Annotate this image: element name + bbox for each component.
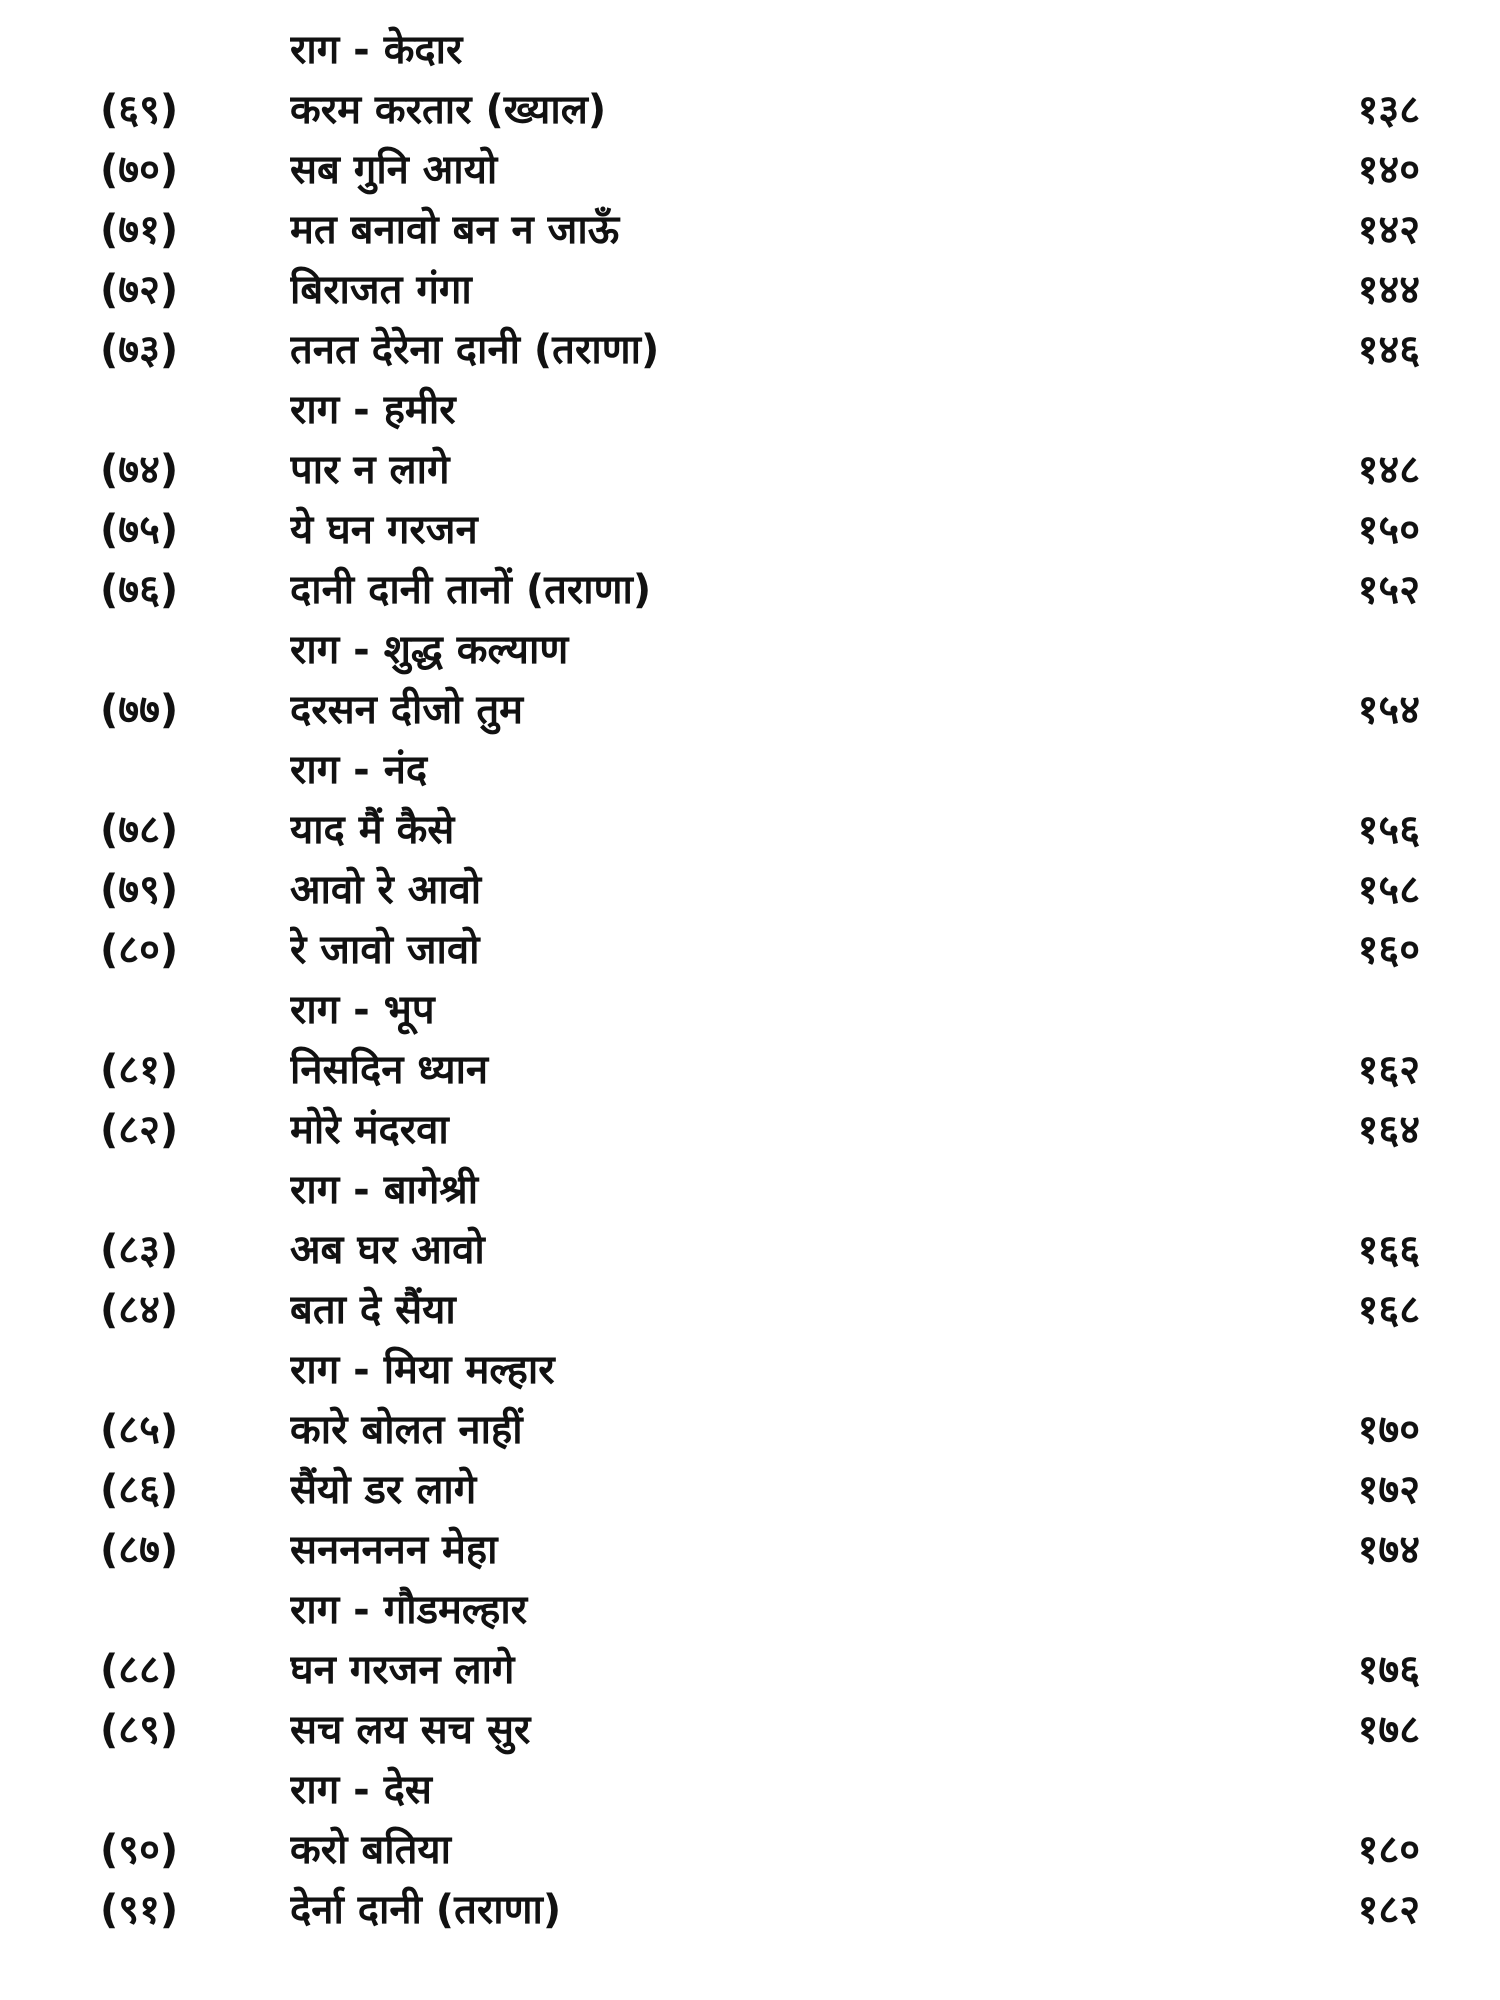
entry-number: (७१) xyxy=(100,207,179,253)
entry-number: (९१) xyxy=(100,1887,179,1933)
raga-heading xyxy=(0,740,1500,800)
toc-entry xyxy=(0,920,1500,980)
entry-title: आवो रे आवो xyxy=(290,867,482,913)
entry-page: १४८ xyxy=(1357,447,1420,493)
toc-entry xyxy=(0,1280,1500,1340)
entry-page: १६० xyxy=(1357,927,1420,973)
toc-entry xyxy=(0,1880,1500,1940)
entry-title: घन गरजन लागे xyxy=(290,1647,515,1693)
entry-title: मोरे मंदरवा xyxy=(290,1107,449,1153)
toc-entry xyxy=(0,1100,1500,1160)
toc-entry xyxy=(0,1460,1500,1520)
entry-number: (७७) xyxy=(100,687,179,733)
entry-title: मत बनावो बन न जाऊँ xyxy=(290,207,620,253)
raga-heading xyxy=(0,380,1500,440)
toc-entry xyxy=(0,320,1500,380)
entry-page: १७८ xyxy=(1357,1707,1420,1753)
entry-number: (७०) xyxy=(100,147,179,193)
entry-number: (९०) xyxy=(100,1827,179,1873)
toc-entry xyxy=(0,1820,1500,1880)
entry-number: (८४) xyxy=(100,1287,179,1333)
entry-number: (७८) xyxy=(100,807,179,853)
entry-title: दानी दानी तानों (तराणा) xyxy=(290,567,652,613)
raga-heading-text: राग - केदार xyxy=(290,27,463,73)
entry-page: १७० xyxy=(1357,1407,1420,1453)
entry-number: (८२) xyxy=(100,1107,179,1153)
entry-page: १४० xyxy=(1357,147,1420,193)
toc-entry xyxy=(0,1640,1500,1700)
toc-entry xyxy=(0,560,1500,620)
entry-number: (७४) xyxy=(100,447,179,493)
entry-page: १५६ xyxy=(1357,807,1420,853)
toc-entry xyxy=(0,1400,1500,1460)
entry-page: १३८ xyxy=(1357,87,1420,133)
entry-page: १६८ xyxy=(1357,1287,1420,1333)
entry-number: (८१) xyxy=(100,1047,179,1093)
entry-number: (७२) xyxy=(100,267,179,313)
raga-heading-text: राग - देस xyxy=(290,1767,432,1813)
entry-title: बिराजत गंगा xyxy=(290,267,472,313)
entry-number: (८५) xyxy=(100,1407,179,1453)
entry-page: १७२ xyxy=(1357,1467,1420,1513)
table-of-contents xyxy=(0,20,1500,1940)
toc-entry xyxy=(0,1700,1500,1760)
entry-page: १५४ xyxy=(1357,687,1420,733)
raga-heading xyxy=(0,620,1500,680)
entry-number: (८३) xyxy=(100,1227,179,1273)
toc-entry xyxy=(0,260,1500,320)
entry-page: १५२ xyxy=(1357,567,1420,613)
entry-title: सब गुनि आयो xyxy=(290,147,498,193)
entry-title: याद मैं कैसे xyxy=(290,807,455,853)
entry-number: (८७) xyxy=(100,1527,179,1573)
entry-number: (८८) xyxy=(100,1647,179,1693)
raga-heading xyxy=(0,1340,1500,1400)
entry-title: देर्ना दानी (तराणा) xyxy=(290,1887,562,1933)
entry-page: १५८ xyxy=(1357,867,1420,913)
entry-title: अब घर आवो xyxy=(290,1227,485,1273)
raga-heading xyxy=(0,980,1500,1040)
entry-number: (६९) xyxy=(100,87,179,133)
entry-title: ये घन गरजन xyxy=(290,507,478,553)
entry-page: १४२ xyxy=(1357,207,1420,253)
entry-title: करो बतिया xyxy=(290,1827,451,1873)
toc-entry xyxy=(0,500,1500,560)
entry-page: १४४ xyxy=(1357,267,1420,313)
toc-entry xyxy=(0,1220,1500,1280)
entry-number: (७३) xyxy=(100,327,179,373)
entry-number: (८९) xyxy=(100,1707,179,1753)
entry-number: (८०) xyxy=(100,927,179,973)
toc-entry xyxy=(0,140,1500,200)
raga-heading-text: राग - बागेश्री xyxy=(290,1167,479,1213)
raga-heading-text: राग - नंद xyxy=(290,747,428,793)
raga-heading-text: राग - गौडमल्हार xyxy=(290,1587,528,1633)
raga-heading-text: राग - भूप xyxy=(290,987,435,1033)
raga-heading xyxy=(0,20,1500,80)
entry-number: (८६) xyxy=(100,1467,179,1513)
raga-heading xyxy=(0,1580,1500,1640)
entry-title: पार न लागे xyxy=(290,447,450,493)
toc-entry xyxy=(0,1040,1500,1100)
raga-heading-text: राग - हमीर xyxy=(290,387,456,433)
entry-number: (७५) xyxy=(100,507,179,553)
entry-number: (७६) xyxy=(100,567,179,613)
toc-entry xyxy=(0,80,1500,140)
entry-page: १६६ xyxy=(1357,1227,1420,1273)
toc-entry xyxy=(0,860,1500,920)
entry-number: (७९) xyxy=(100,867,179,913)
entry-title: दरसन दीजो तुम xyxy=(290,687,524,733)
toc-entry xyxy=(0,680,1500,740)
raga-heading xyxy=(0,1160,1500,1220)
entry-title: बता दे सैंया xyxy=(290,1287,456,1333)
entry-page: १६४ xyxy=(1357,1107,1420,1153)
entry-title: तनत देरेना दानी (तराणा) xyxy=(290,327,660,373)
raga-heading-text: राग - मिया मल्हार xyxy=(290,1347,555,1393)
toc-entry xyxy=(0,1520,1500,1580)
entry-title: निसदिन ध्यान xyxy=(290,1047,489,1093)
toc-entry xyxy=(0,440,1500,500)
entry-page: १८० xyxy=(1357,1827,1420,1873)
entry-page: १७६ xyxy=(1357,1647,1420,1693)
entry-title: रे जावो जावो xyxy=(290,927,480,973)
entry-page: १६२ xyxy=(1357,1047,1420,1093)
entry-page: १७४ xyxy=(1357,1527,1420,1573)
toc-entry xyxy=(0,800,1500,860)
toc-entry xyxy=(0,200,1500,260)
entry-page: १५० xyxy=(1357,507,1420,553)
entry-title: सैंयो डर लागे xyxy=(290,1467,477,1513)
entry-title: सच लय सच सुर xyxy=(290,1707,531,1753)
raga-heading-text: राग - शुद्ध कल्याण xyxy=(290,627,569,673)
entry-title: सननननन मेहा xyxy=(290,1527,498,1573)
entry-title: कारे बोलत नाहीं xyxy=(290,1407,523,1453)
entry-page: १८२ xyxy=(1357,1887,1420,1933)
entry-title: करम करतार (ख्याल) xyxy=(290,87,607,133)
raga-heading xyxy=(0,1760,1500,1820)
entry-page: १४६ xyxy=(1357,327,1420,373)
